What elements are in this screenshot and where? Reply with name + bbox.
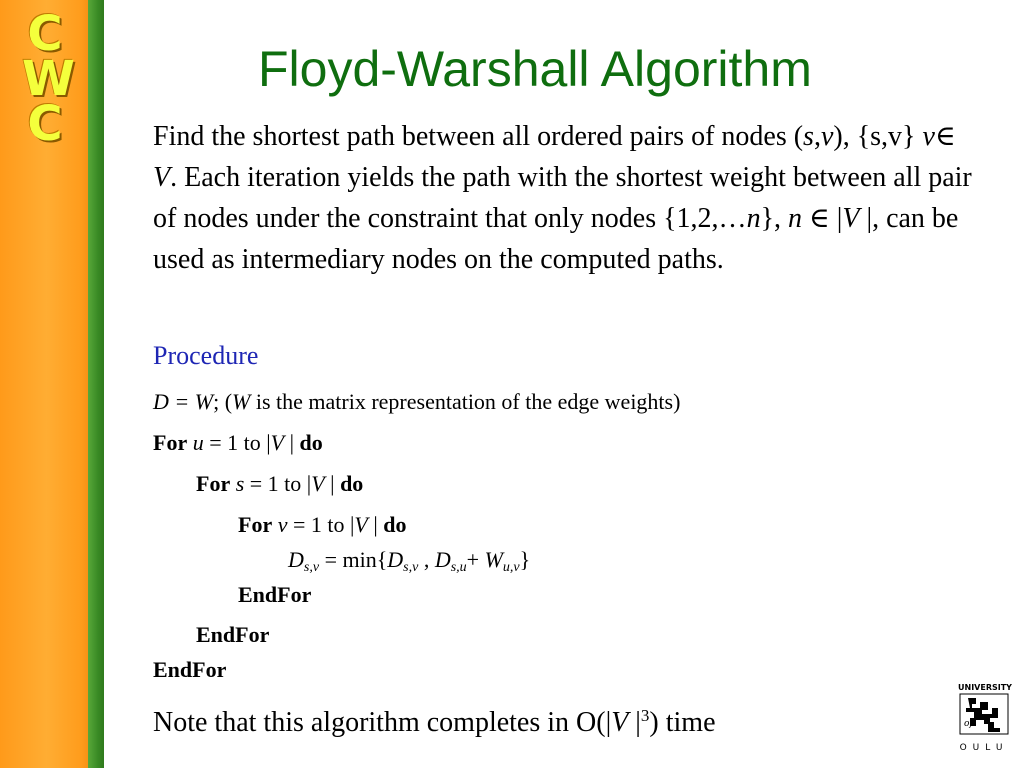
- subscript-su: s,u: [450, 560, 467, 575]
- var-u: u: [192, 430, 204, 455]
- separator: ,: [418, 547, 435, 572]
- var-V: V: [354, 512, 368, 537]
- sidebar-band: [0, 0, 104, 768]
- var-v: v: [922, 121, 935, 152]
- range-text: = 1 to |: [203, 430, 271, 455]
- var-D: D: [288, 547, 304, 572]
- range-text: |: [367, 512, 384, 537]
- for-u-line: [153, 430, 323, 456]
- logo-letter: C: [27, 96, 63, 152]
- semicolon: ;: [213, 389, 220, 414]
- intro-text: },: [760, 203, 789, 234]
- var-D: D: [387, 547, 404, 572]
- intro-paragraph: [153, 116, 973, 280]
- intro-text: ), {s,v}: [833, 121, 923, 152]
- init-assignment: D = W: [153, 389, 214, 414]
- note-text: Note that this algorithm completes in O(|: [153, 707, 612, 738]
- plus-sign: +: [466, 547, 485, 572]
- var-s: s: [235, 471, 245, 496]
- intro-text: Find the shortest path between all ordered pairs of nodes (: [153, 121, 804, 152]
- for-keyword: For: [153, 430, 188, 455]
- init-line: [153, 389, 680, 415]
- element-of-V: ∈ V: [153, 121, 956, 193]
- var-V: V: [311, 471, 325, 496]
- intro-text: ∈ |: [802, 203, 843, 234]
- range-text: |: [324, 471, 341, 496]
- logo-letter: W: [22, 51, 75, 107]
- logo-letter: C: [27, 6, 63, 62]
- endfor-outer: EndFor: [153, 657, 227, 682]
- for-keyword: For: [238, 512, 273, 537]
- range-text: = 1 to |: [287, 512, 355, 537]
- do-keyword: do: [340, 471, 364, 496]
- var-W: W: [232, 389, 251, 414]
- subscript-sv: s,v: [303, 560, 320, 575]
- procedure-heading: Procedure: [153, 341, 259, 370]
- var-v: v: [277, 512, 288, 537]
- var-V: V: [842, 203, 860, 234]
- for-keyword: For: [196, 471, 231, 496]
- exponent: 3: [640, 706, 650, 725]
- comment-open: (: [219, 389, 233, 414]
- do-keyword: do: [299, 430, 323, 455]
- complexity-note: [153, 706, 716, 739]
- do-keyword: do: [383, 512, 407, 537]
- subscript-uv: u,v: [502, 560, 520, 575]
- close-brace: }: [519, 547, 531, 572]
- var-D: D: [434, 547, 451, 572]
- sidebar-green-edge: [88, 0, 104, 768]
- var-s: s: [803, 121, 814, 152]
- range-text: = 1 to |: [244, 471, 312, 496]
- subscript-sv: s,v: [403, 560, 419, 575]
- logo-university-text: UNIVERSITY: [958, 683, 1012, 692]
- var-V: V: [270, 430, 285, 455]
- var-n: n: [788, 203, 803, 234]
- equals-min: = min{: [319, 547, 388, 572]
- note-text: |: [628, 707, 641, 738]
- cwc-logo: [22, 6, 75, 152]
- logo-of-text: of: [964, 719, 973, 729]
- university-oulu-logo: [958, 684, 1010, 754]
- intro-text: . Each iteration yields the path with the shortest weight between all pair of nodes under the constraint that only nodes {1,2,…: [153, 162, 972, 234]
- note-text: ) time: [649, 707, 716, 738]
- range-text: |: [284, 430, 300, 455]
- logo-oulu-text: OULU: [959, 743, 1009, 753]
- var-v: v: [820, 121, 834, 152]
- intro-text: |, can be used as intermediary nodes on the computed paths.: [153, 203, 959, 275]
- endfor-inner: EndFor: [238, 582, 312, 607]
- slide-title: Floyd-Warshall Algorithm: [258, 41, 812, 97]
- endfor-middle: EndFor: [196, 622, 270, 647]
- var-W: W: [484, 547, 503, 572]
- oulu-emblem-icon: [958, 692, 1010, 736]
- update-line: [288, 547, 530, 576]
- var-n: n: [746, 203, 761, 234]
- comma: ,: [813, 121, 821, 152]
- for-s-line: [196, 471, 363, 497]
- init-comment: is the matrix representation of the edge weights): [250, 389, 681, 414]
- var-V: V: [611, 707, 629, 738]
- for-v-line: [238, 512, 407, 538]
